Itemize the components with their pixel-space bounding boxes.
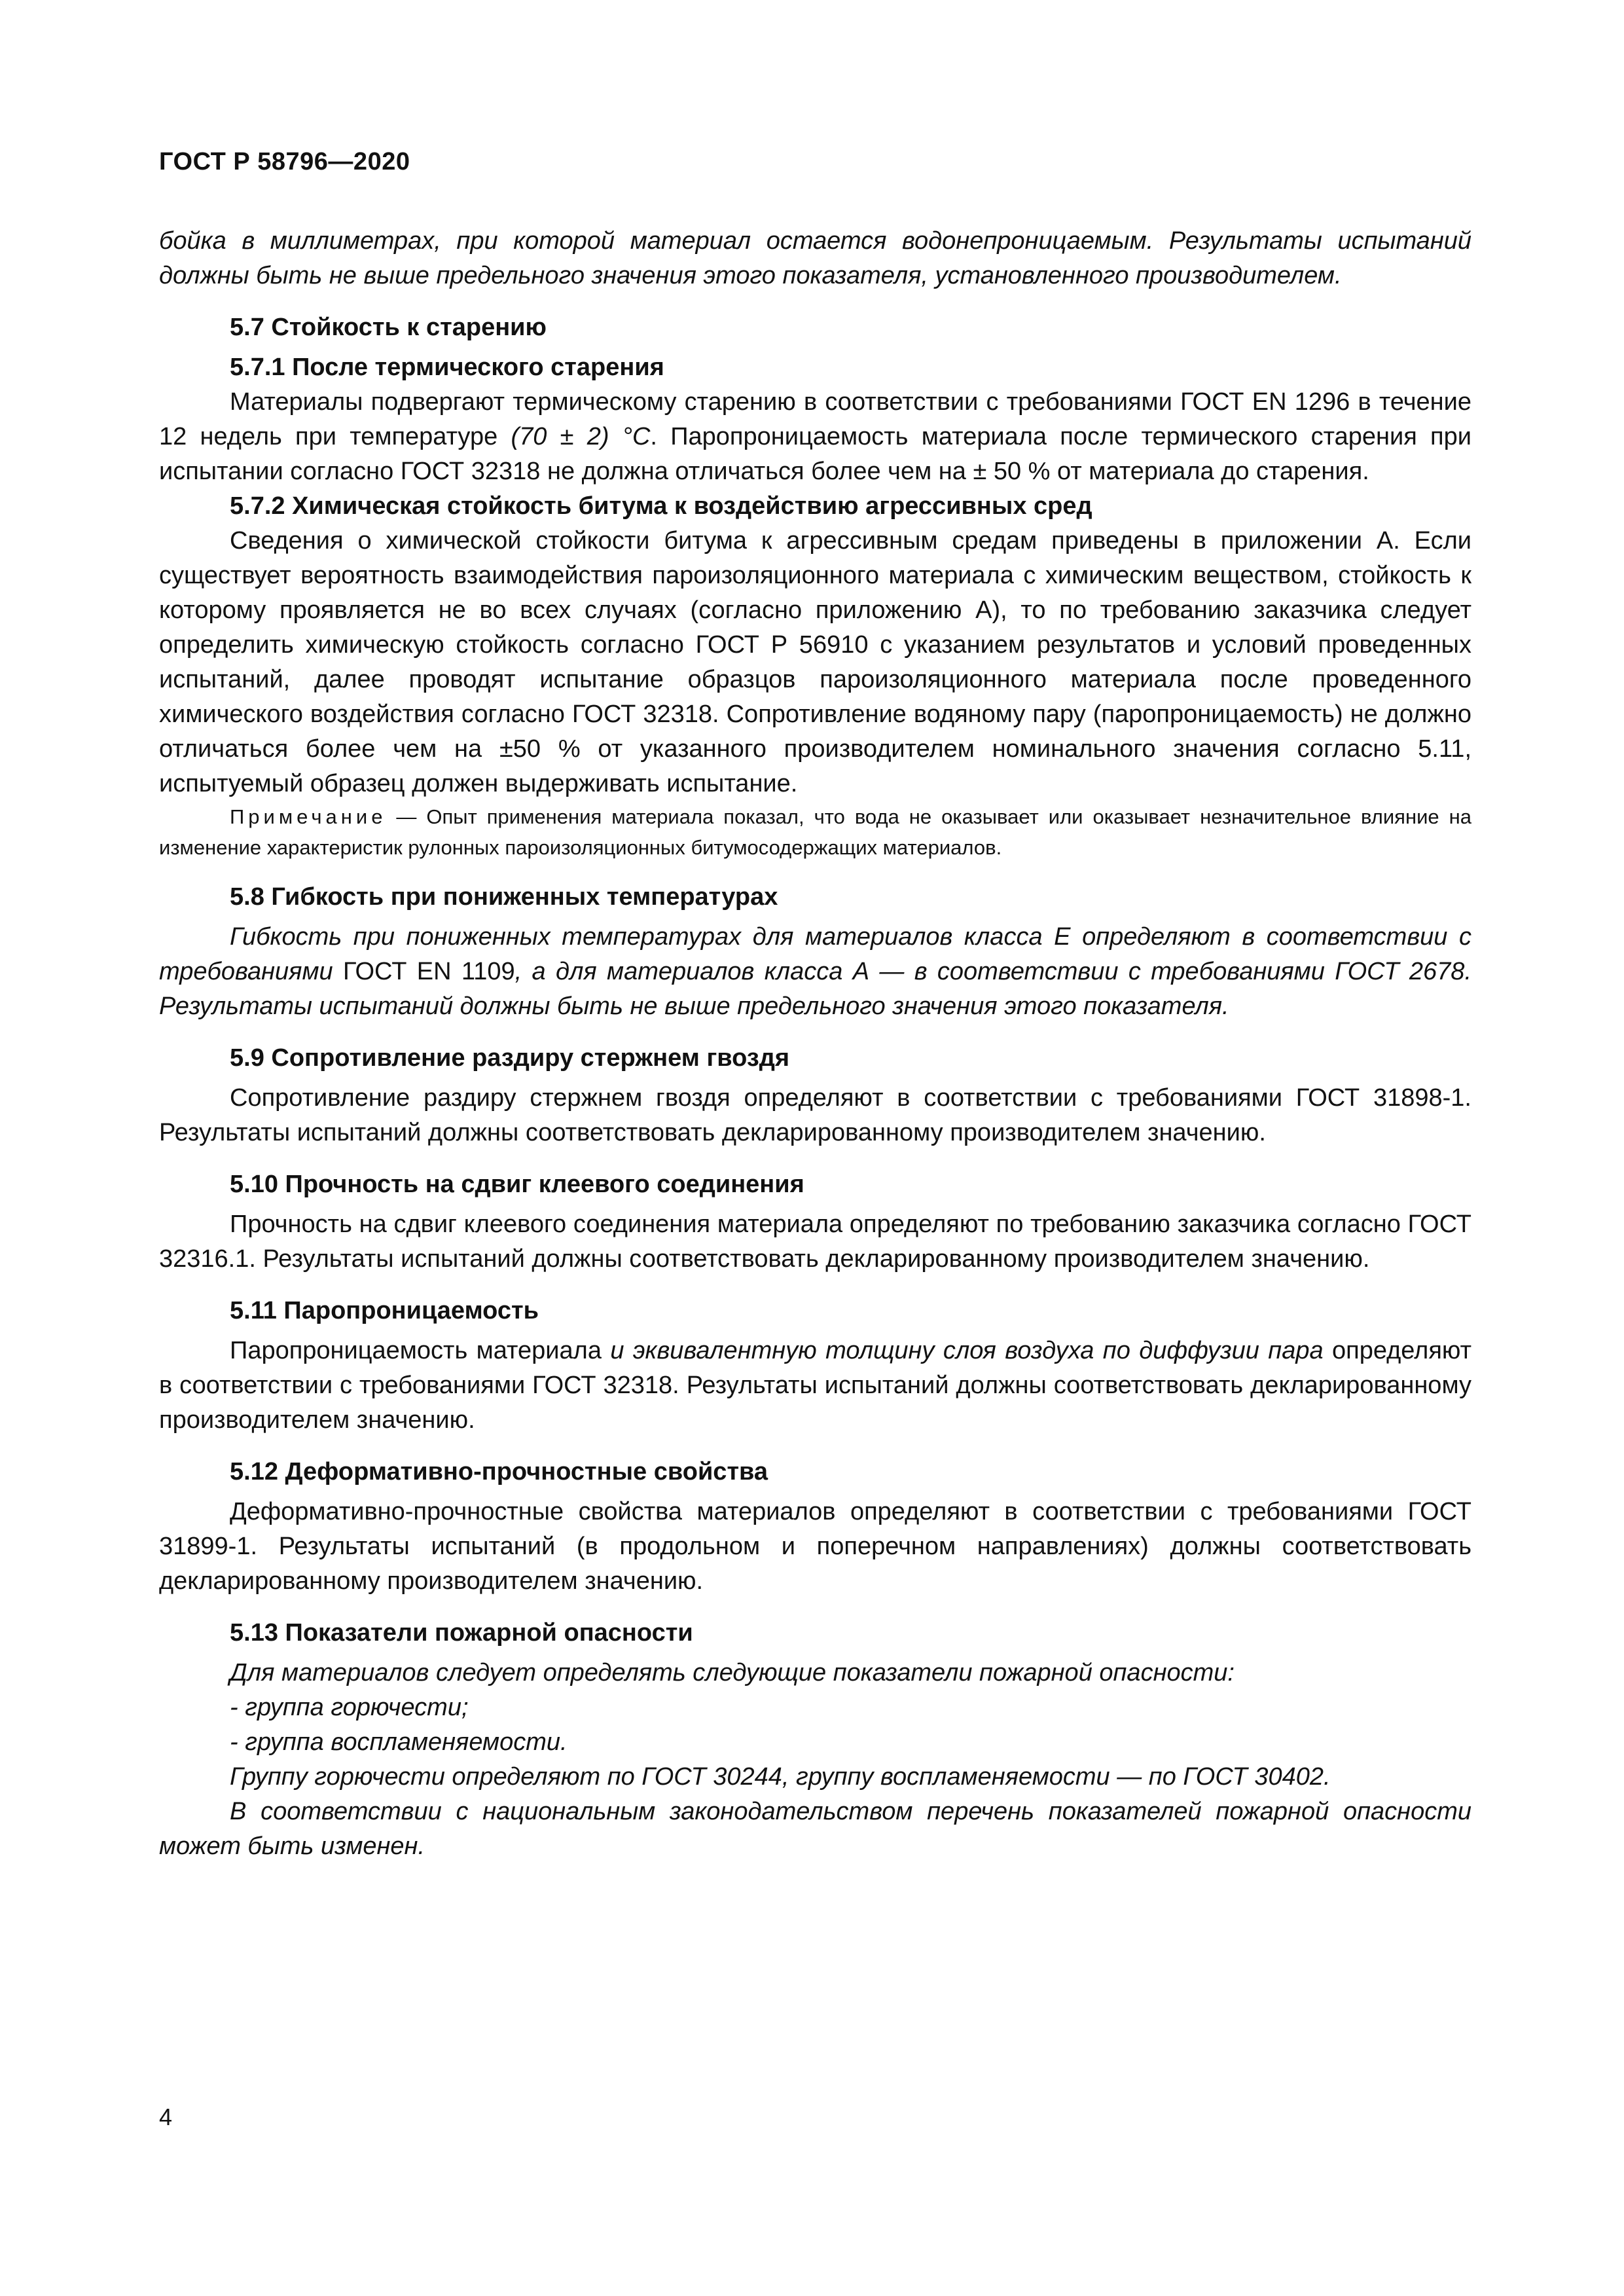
paragraph-5-8-part-a: Гибкость при пониженных температурах для материалов класса Е определяют в соответствии с требованиями <box>159 923 1471 985</box>
paragraph-5-11-part-b: определяют в соответствии с требованиями ГОСТ 32318. Результаты испытаний должны соответствовать декларированному производителем значению. <box>159 1337 1471 1434</box>
paragraph-5-11-part-a: Паропроницаемость материала <box>230 1337 611 1364</box>
paragraph-5-7-2: Сведения о химической стойкости битума к агрессивным средам приведены в приложении А. Если существует вероятность взаимодействия пароизоляционного материала с химическим веществом, стойкость к которому проявляется не во всех случаях (согласно приложению А), то по требованию заказчика следует определить химическую стойкость согласно ГОСТ Р 56910 с указанием результатов и условий проведенных испытаний, далее проводят испытание образцов пароизоляционного материала после проведенного химического воздействия согласно ГОСТ 32318. Сопротивление водяному пару (паропроницаемость) не должно отличаться более чем на ±50 % от указанного производителем номинального значения согласно 5.11, испытуемый образец должен выдерживать испытание. <box>159 527 1471 797</box>
note <box>159 801 1471 863</box>
paragraph-5-12: Деформативно-прочностные свойства материалов определяют в соответствии с требованиями ГОСТ 31899-1. Результаты испытаний (в продольном и поперечном направлениях) должны соответствовать декларированному производителем значению. <box>159 1498 1471 1595</box>
heading-5-11: 5.11 Паропроницаемость <box>230 1297 539 1324</box>
heading-5-7-2: 5.7.2 Химическая стойкость битума к воздействию агрессивных сред <box>230 492 1092 520</box>
paragraph-intro: бойка в миллиметрах, при которой материал остается водонепроницаемым. Результаты испытаний должны быть не выше предельного значения этого показателя, установленного производителем. <box>159 227 1471 289</box>
heading-5-13: 5.13 Показатели пожарной опасности <box>230 1619 693 1647</box>
paragraph-5-8-reference: ГОСТ EN 1109 <box>343 958 515 985</box>
heading-5-7-1: 5.7.1 После термического старения <box>230 354 664 381</box>
paragraph-5-7-1-part-a: Материалы подвергают термическому старению в соответствии с требованиями ГОСТ EN 1296 в течение 12 недель при температуре <box>159 388 1471 450</box>
paragraph-5-13-legislation: В соответствии с национальным законодательством перечень показателей пожарной опасности может быть изменен. <box>159 1798 1471 1860</box>
paragraph-5-7-1-part-b: . Паропроницаемость материала после термического старения при испытании согласно ГОСТ 32318 не должна отличаться более чем на ± 50 % от материала до старения. <box>159 423 1471 485</box>
paragraph-5-8 <box>159 920 1471 1024</box>
paragraph-5-11 <box>159 1334 1471 1438</box>
heading-5-8: 5.8 Гибкость при пониженных температурах <box>230 883 778 911</box>
document-header: ГОСТ Р 58796—2020 <box>159 148 410 175</box>
heading-5-10: 5.10 Прочность на сдвиг клеевого соединения <box>230 1171 804 1198</box>
heading-5-7: 5.7 Стойкость к старению <box>230 314 547 341</box>
paragraph-5-13-methods: Группу горючести определяют по ГОСТ 30244, группу воспламеняемости — по ГОСТ 30402. <box>230 1763 1331 1791</box>
paragraph-5-11-italic: и эквивалентную толщину слоя воздуха по диффузии пара <box>610 1337 1324 1364</box>
note-label: Примечание <box>230 805 387 828</box>
list-item-combustibility: - группа горючести; <box>230 1694 469 1721</box>
list-item-flammability: - группа воспламеняемости. <box>230 1728 568 1756</box>
document-body <box>159 224 1471 1864</box>
paragraph-5-13-intro: Для материалов следует определять следующие показатели пожарной опасности: <box>230 1659 1235 1686</box>
heading-5-12: 5.12 Деформативно-прочностные свойства <box>230 1458 768 1485</box>
heading-5-9: 5.9 Сопротивление раздиру стержнем гвоздя <box>230 1044 790 1072</box>
note-text: — Опыт применения материала показал, что вода не оказывает или оказывает незначительное влияние на изменение характеристик рулонных пароизоляционных битумосодержащих материалов. <box>159 805 1471 859</box>
paragraph-5-7-1 <box>159 385 1471 489</box>
paragraph-5-8-part-b: , а для материалов класса А — в соответствии с требованиями ГОСТ 2678. Результаты испытаний должны быть не выше предельного значения этого показателя. <box>159 958 1471 1020</box>
page-number: 4 <box>159 2104 173 2130</box>
temperature-value: (70 ± 2) °C <box>511 423 651 450</box>
paragraph-5-10: Прочность на сдвиг клеевого соединения материала определяют по требованию заказчика согласно ГОСТ 32316.1. Результаты испытаний должны соответствовать декларированному производителем значению. <box>159 1211 1471 1273</box>
paragraph-5-9: Сопротивление раздиру стержнем гвоздя определяют в соответствии с требованиями ГОСТ 31898-1. Результаты испытаний должны соответствовать декларированному производителем значению. <box>159 1084 1471 1146</box>
